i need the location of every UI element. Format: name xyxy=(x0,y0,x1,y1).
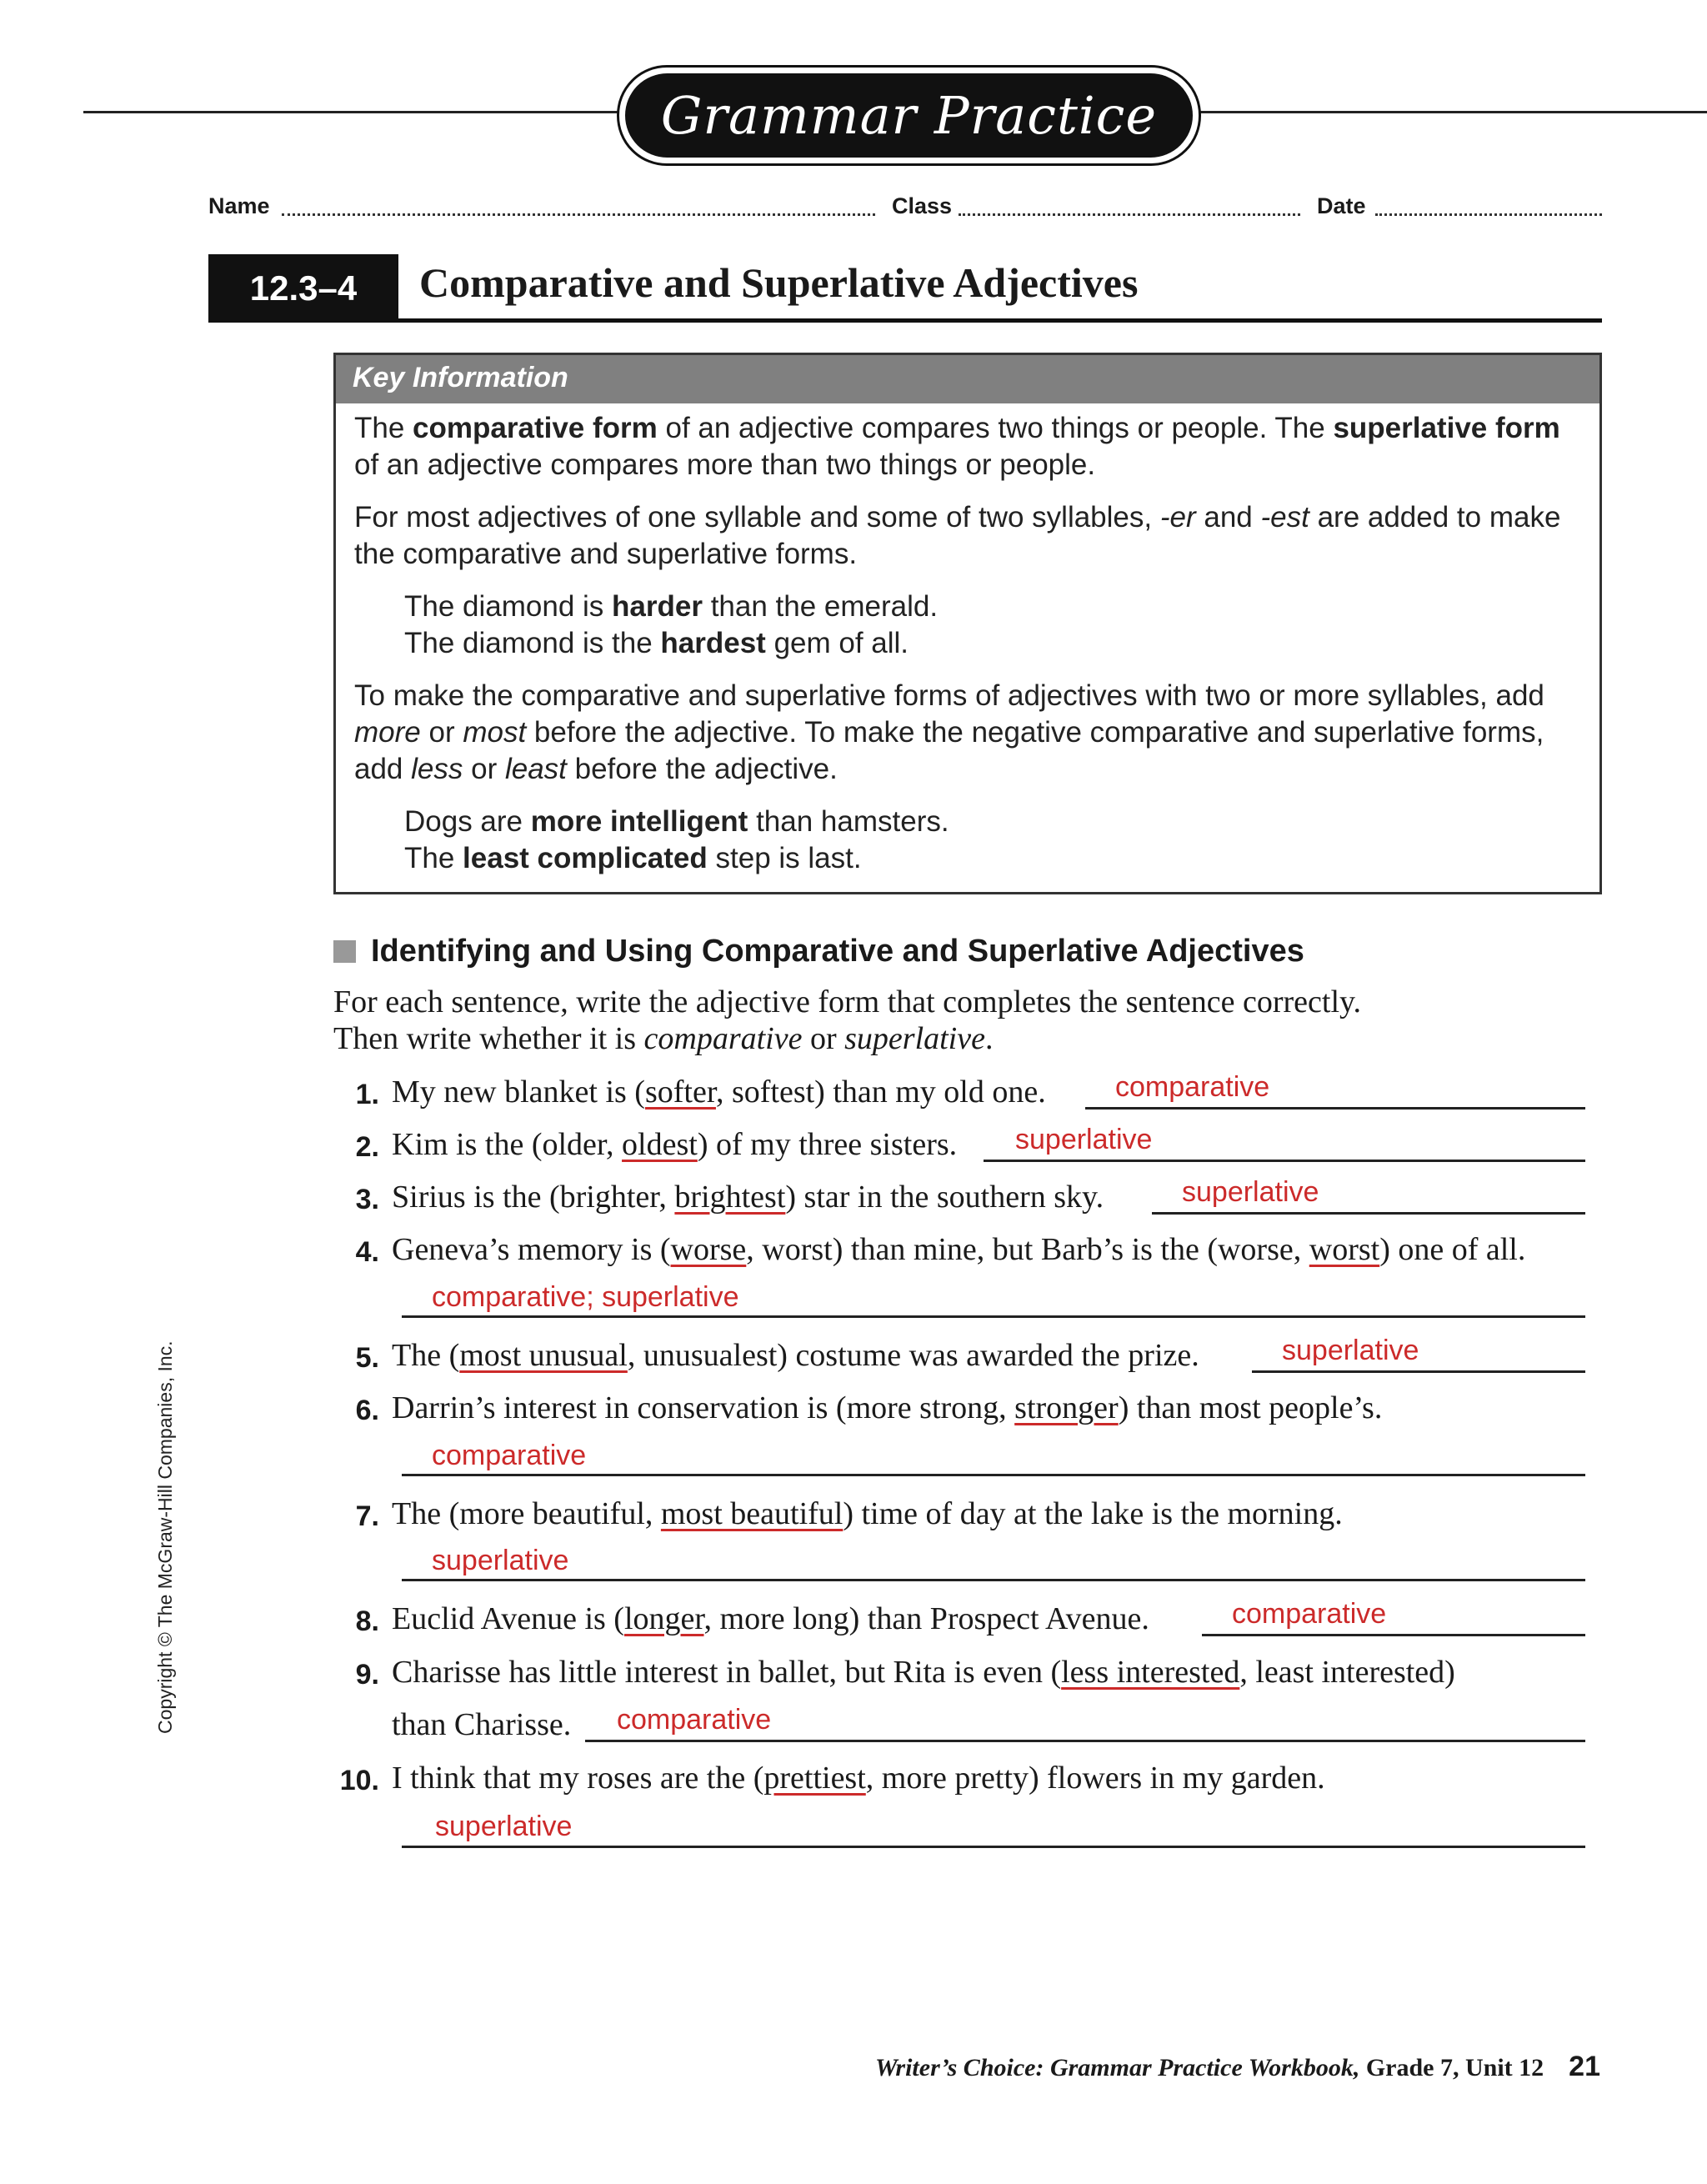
answer-line-7[interactable] xyxy=(402,1579,1585,1581)
text: The diamond is xyxy=(404,590,613,623)
footer-grade: Grade 7, Unit 12 xyxy=(1359,2054,1544,2081)
key-paragraph-2 xyxy=(354,499,1581,573)
text: The xyxy=(404,842,463,874)
answer-2: superlative xyxy=(1015,1124,1153,1155)
instruction-line-2 xyxy=(333,1020,1361,1057)
underlined-answer: less interested xyxy=(1061,1655,1240,1690)
word-more: more xyxy=(354,716,421,749)
copyright-notice: Copyright © The McGraw-Hill Companies, Inc. xyxy=(154,1340,176,1734)
text: , worst) than mine, but Barb’s is the (worse, xyxy=(746,1232,1309,1267)
text: or xyxy=(802,1021,845,1056)
question-4-number: 4. xyxy=(355,1236,379,1268)
text: , unusualest) costume was awarded the prize. xyxy=(627,1338,1199,1373)
underlined-answer: brightest xyxy=(674,1180,786,1215)
text: Euclid Avenue is ( xyxy=(392,1601,624,1636)
text: are added to make the comparative and superlative forms. xyxy=(354,501,1561,570)
instruction-line-1: For each sentence, write the adjective form that completes the sentence correctly. xyxy=(333,984,1362,1019)
question-8-text xyxy=(392,1600,1149,1637)
example-term: least complicated xyxy=(463,842,708,874)
text: and xyxy=(1195,501,1261,533)
text: gem of all. xyxy=(765,627,909,659)
question-9-number: 9. xyxy=(355,1659,379,1691)
text: , least interested) xyxy=(1239,1655,1455,1690)
underlined-answer: oldest xyxy=(622,1127,698,1162)
exercise-heading-text: Identifying and Using Comparative and Superlative Adjectives xyxy=(371,934,1304,969)
text: before the adjective. To make the negative comparative and superlative forms, add xyxy=(354,716,1544,785)
text: ) one of all. xyxy=(1379,1232,1526,1267)
word-most: most xyxy=(463,716,527,749)
word-comparative: comparative xyxy=(643,1021,803,1056)
text: Darrin’s interest in conservation is (more strong, xyxy=(392,1390,1015,1425)
text: Geneva’s memory is ( xyxy=(392,1232,671,1267)
term-superlative-form: superlative form xyxy=(1333,412,1560,444)
class-label: Class xyxy=(892,193,953,218)
question-4-text xyxy=(392,1231,1525,1268)
example-line xyxy=(404,625,1581,662)
suffix-est: -est xyxy=(1260,501,1309,533)
answer-line-6[interactable] xyxy=(402,1474,1585,1476)
text: For most adjectives of one syllable and some of two syllables, xyxy=(354,501,1160,533)
text: The xyxy=(354,412,413,444)
key-information-body xyxy=(354,410,1581,893)
footer-book-title: Writer’s Choice: Grammar Practice Workbook, xyxy=(874,2054,1360,2081)
question-3-number: 3. xyxy=(355,1184,379,1215)
text: , more long) than Prospect Avenue. xyxy=(703,1601,1149,1636)
text: The ( xyxy=(392,1338,460,1373)
question-3-text xyxy=(392,1179,1104,1215)
example-line xyxy=(404,804,1581,840)
answer-line-9[interactable] xyxy=(585,1740,1585,1742)
text: than the emerald. xyxy=(702,590,939,623)
answer-4: comparative; superlative xyxy=(432,1281,739,1313)
text: I think that my roses are the ( xyxy=(392,1761,764,1796)
text: , softest) than my old one. xyxy=(715,1074,1046,1110)
date-label: Date xyxy=(1317,193,1366,218)
text: of an adjective compares two things or people. The xyxy=(657,412,1334,444)
question-2-text xyxy=(392,1126,957,1163)
section-title: Comparative and Superlative Adjectives xyxy=(419,259,1139,306)
key-examples-1 xyxy=(404,589,1581,662)
text: of an adjective compares more than two things or people. xyxy=(354,448,1096,481)
underlined-answer: prettiest xyxy=(763,1761,866,1796)
key-paragraph-1 xyxy=(354,410,1581,483)
key-information-heading: Key Information xyxy=(353,362,568,393)
date-field[interactable] xyxy=(1375,213,1602,216)
text: The (more beautiful, xyxy=(392,1496,661,1531)
answer-line-10[interactable] xyxy=(402,1846,1585,1848)
exercise-instructions xyxy=(333,984,1361,1057)
example-line xyxy=(404,589,1581,625)
text: Kim is the (older, xyxy=(392,1127,623,1162)
question-8-number: 8. xyxy=(355,1605,379,1637)
question-9-text-cont: than Charisse. xyxy=(392,1707,572,1742)
answer-1: comparative xyxy=(1115,1071,1270,1103)
answer-line-8[interactable] xyxy=(1202,1634,1585,1636)
underlined-answer: worse xyxy=(670,1232,747,1267)
answer-7: superlative xyxy=(432,1545,569,1576)
key-information-header xyxy=(336,355,1599,403)
text: or xyxy=(463,753,505,785)
text: Charisse has little interest in ballet, but Rita is even ( xyxy=(392,1655,1062,1690)
question-1-number: 1. xyxy=(355,1079,379,1110)
footer xyxy=(875,2051,1600,2083)
text: ) star in the southern sky. xyxy=(785,1180,1104,1215)
page-title: Grammar Practice xyxy=(660,85,1158,146)
example-term: more intelligent xyxy=(530,805,748,838)
question-10-text xyxy=(392,1760,1325,1796)
text: ) of my three sisters. xyxy=(697,1127,958,1162)
question-1-text xyxy=(392,1074,1046,1110)
underlined-answer: worst xyxy=(1309,1232,1380,1267)
answer-9: comparative xyxy=(617,1704,772,1736)
section-number: 12.3–4 xyxy=(208,254,398,323)
text: step is last. xyxy=(707,842,862,874)
square-bullet-icon xyxy=(333,940,356,963)
text: . xyxy=(984,1021,994,1056)
class-field[interactable] xyxy=(959,213,1300,216)
section-rule xyxy=(398,318,1602,323)
text: The diamond is the xyxy=(404,627,661,659)
question-2-number: 2. xyxy=(355,1131,379,1163)
key-examples-2 xyxy=(404,804,1581,877)
key-information-box xyxy=(333,353,1602,894)
question-6-text xyxy=(392,1390,1382,1426)
underlined-answer: softer xyxy=(644,1074,716,1110)
word-superlative: superlative xyxy=(844,1021,985,1056)
question-10-number: 10. xyxy=(339,1765,379,1796)
text: To make the comparative and superlative forms of adjectives with two or more syllables, add xyxy=(354,679,1544,712)
word-least: least xyxy=(504,753,567,785)
answer-10: superlative xyxy=(435,1811,573,1842)
question-6-number: 6. xyxy=(355,1395,379,1426)
question-7-text xyxy=(392,1495,1343,1532)
term-comparative-form: comparative form xyxy=(413,412,658,444)
question-5-number: 5. xyxy=(355,1342,379,1374)
question-7-number: 7. xyxy=(355,1500,379,1532)
example-term: harder xyxy=(612,590,703,623)
answer-line-4[interactable] xyxy=(402,1315,1585,1318)
underlined-answer: stronger xyxy=(1014,1390,1119,1425)
word-less: less xyxy=(411,753,463,785)
answer-5: superlative xyxy=(1282,1335,1419,1366)
example-term: hardest xyxy=(660,627,766,659)
header-banner xyxy=(617,65,1201,166)
text: ) than most people’s. xyxy=(1118,1390,1383,1425)
example-line xyxy=(404,840,1581,877)
text: Sirius is the (brighter, xyxy=(392,1180,675,1215)
name-class-date-row xyxy=(208,193,1602,227)
text: Then write whether it is xyxy=(333,1021,644,1056)
answer-line-5[interactable] xyxy=(1252,1370,1585,1373)
underlined-answer: longer xyxy=(623,1601,704,1636)
exercise-heading xyxy=(333,934,1304,969)
underlined-answer: most unusual xyxy=(459,1338,628,1373)
underlined-answer: most beautiful xyxy=(660,1496,843,1531)
page-number: 21 xyxy=(1569,2051,1600,2082)
answer-line-3[interactable] xyxy=(1152,1212,1585,1215)
text: , more pretty) flowers in my garden. xyxy=(865,1761,1325,1796)
text: before the adjective. xyxy=(566,753,838,785)
text: Dogs are xyxy=(404,805,531,838)
name-label: Name xyxy=(208,193,270,218)
answer-6: comparative xyxy=(432,1440,587,1471)
answer-line-2[interactable] xyxy=(984,1160,1585,1162)
answer-8: comparative xyxy=(1232,1598,1387,1630)
header-banner-fill xyxy=(625,73,1193,158)
question-9-text xyxy=(392,1654,1455,1691)
question-5-text xyxy=(392,1337,1199,1374)
key-paragraph-3 xyxy=(354,678,1581,788)
text: ) time of day at the lake is the morning. xyxy=(843,1496,1343,1531)
text: than hamsters. xyxy=(748,805,949,838)
text: or xyxy=(420,716,463,749)
text: My new blanket is ( xyxy=(392,1074,645,1110)
answer-line-1[interactable] xyxy=(1085,1107,1585,1110)
suffix-er: -er xyxy=(1159,501,1196,533)
answer-3: superlative xyxy=(1182,1176,1319,1208)
name-field[interactable] xyxy=(282,213,875,216)
